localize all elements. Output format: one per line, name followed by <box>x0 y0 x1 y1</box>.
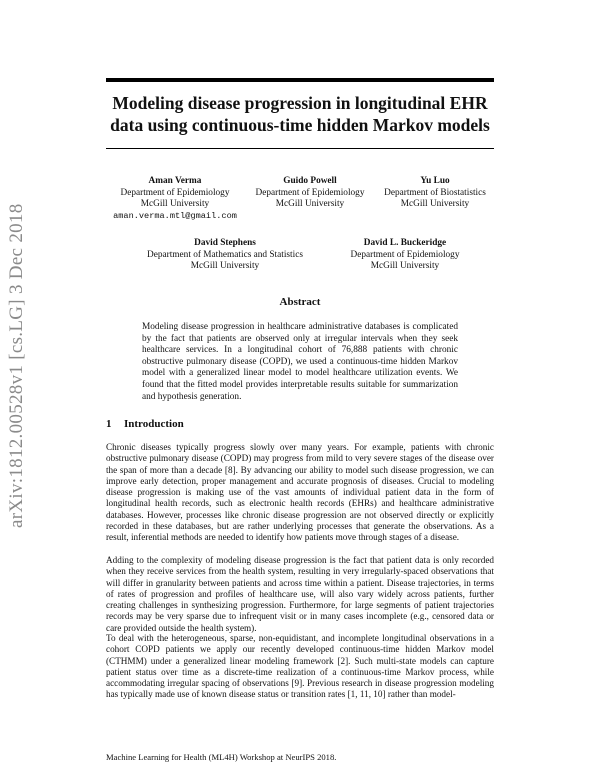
abstract-body: Modeling disease progression in healthcare administrative databases is complicated by the fact that patients are observed only at irregular intervals when they seek healthcare services. In a longitudinal cohort of 76,888 patients with chronic obstructive pulmonary disease (COPD), we used a continuous-time hidden Markov model with a generalized linear model to model healthcare utilization events. We found that the fitted model provides interpretable results suitable for summarization and hypothesis generation. <box>142 322 458 402</box>
author-institution: McGill University <box>140 199 210 209</box>
author-affiliation: Department of Epidemiology <box>255 187 365 198</box>
body-paragraph: To deal with the heterogeneous, sparse, non-equidistant, and incomplete longitudinal observations in a cohort COPD patients we apply our recently developed continuous-time hidden Markov model (CTHMM) under a generalized linear modeling framework [2]. Such multi-state models can capture patient status over time as a discrete-time realization of a continuous-time Markov process, while accommodating irregular spacing of observations [9]. Previous research in disease progression modeling has typically made use of known disease status or transition rates [1, 11, 10] rather than model- <box>106 633 494 700</box>
author-name: Aman Verma <box>148 176 202 186</box>
author-institution: McGill University <box>370 261 440 271</box>
abstract-heading: Abstract <box>279 296 321 308</box>
venue-footnote: Machine Learning for Health (ML4H) Workshop at NeurIPS 2018. <box>106 752 337 762</box>
title-line-1: Modeling disease progression in longitudinal EHR <box>112 93 488 113</box>
body-paragraph: Adding to the complexity of modeling disease progression is the fact that patient data is only recorded when they receive services from the health system, resulting in very irregularly-spaced observations that will differ in granularity between patients and across time within a patient. Disease trajectories, in terms of rates of progression and profiles of healthcare use, will also vary widely across patients, further creating challenges in synthesizing progression. Furthermore, for large segments of patient trajectories records may be very sparse due to infrequent visit or in many cases incomplete (e.g., censored data or care provided outside the health system). <box>106 555 494 633</box>
author-affiliation: Department of Biostatistics <box>384 187 486 198</box>
author-affiliation: Department of Epidemiology <box>350 249 460 260</box>
title-rule-top <box>106 78 494 82</box>
title-line-2: data using continuous-time hidden Markov models <box>110 115 490 135</box>
author-name: David Stephens <box>194 238 256 248</box>
arxiv-stamp: arXiv:1812.00528v1 [cs.LG] 3 Dec 2018 <box>6 203 27 529</box>
author-block <box>100 176 250 222</box>
author-institution: McGill University <box>190 261 260 271</box>
author-email: aman.verma.mtl@gmail.com <box>113 210 237 221</box>
author-block <box>360 176 510 211</box>
author-name: Guido Powell <box>283 176 337 186</box>
author-block <box>135 238 315 273</box>
body-paragraph: Chronic diseases typically progress slowly over many years. For example, patients with chronic obstructive pulmonary disease (COPD) may progress from mild to very severe stages of the disease over the span of more than a decade [8]. By advancing our ability to model such disease progression, we can improve early detection, proper management and accurate prognosis of diseases. Crucial to modeling disease progression is making use of the vast amounts of individual patient data in the form of longitudinal health records, such as electronic health records (EHRs) and healthcare administrative databases. However, processes like chronic disease progression are not observed directly or explicitly recorded in these databases, but are rather underlying processes that generate the observations. As a result, inferential methods are needed to identify how patients move through stages of a disease. <box>106 442 494 543</box>
author-affiliation: Department of Epidemiology <box>120 187 230 198</box>
author-affiliation: Department of Mathematics and Statistics <box>147 249 303 260</box>
section-number: 1 <box>106 418 112 430</box>
author-name: David L. Buckeridge <box>363 238 447 248</box>
section-title: Introduction <box>124 418 184 430</box>
author-institution: McGill University <box>275 199 345 209</box>
paper-title <box>106 92 494 136</box>
author-block <box>330 238 480 273</box>
author-institution: McGill University <box>400 199 470 209</box>
author-name: Yu Luo <box>420 176 450 186</box>
section-heading <box>106 418 184 430</box>
title-rule-bottom <box>106 148 494 149</box>
